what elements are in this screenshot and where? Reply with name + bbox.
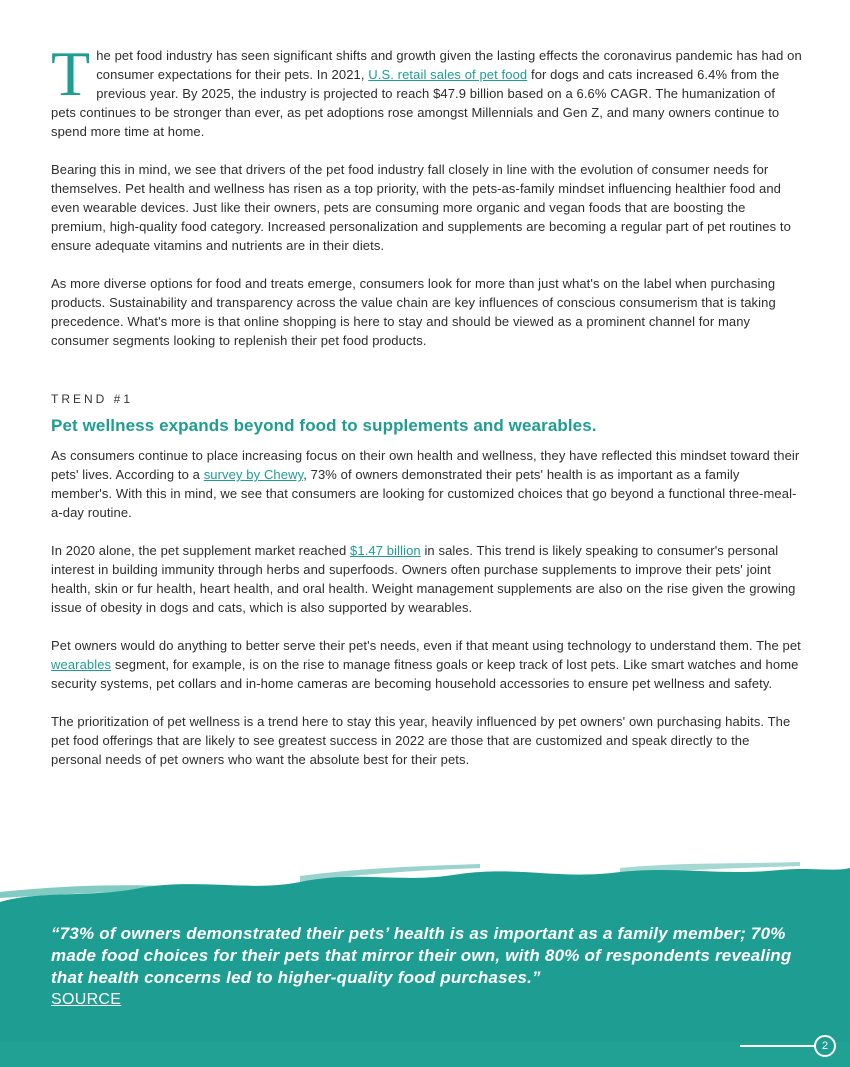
trend-label: TREND #1 xyxy=(51,392,134,406)
trend-paragraph-1 xyxy=(51,446,803,522)
intro-text-a: he pet food industry has seen significant shifts and growth given the lasting effects the coronavirus pandemic has had on consumer expectations for their pets. In 2021, xyxy=(96,48,802,82)
retail-sales-link[interactable]: U.S. retail sales of pet food xyxy=(368,67,528,82)
trend-p2-text-a: In 2020 alone, the pet supplement market reached xyxy=(51,543,351,558)
page-number-rule xyxy=(740,1045,814,1047)
intro-paragraph-2: Bearing this in mind, we see that drivers of the pet food industry fall closely in line with the evolution of consumer needs for themselves. Pet health and wellness has risen as a top priority, with the pets-as-family mindset influencing healthier food and even wearable devices. Just like their owners, pets are consuming more organic and vegan foods that are boosting the premium, high-quality food category. Increased personalization and supplements are becoming a regular part of pet routines to ensure adequate vitamins and nutrients are in their diets. xyxy=(51,162,791,253)
wearables-link[interactable]: wearables xyxy=(51,657,112,672)
intro-paragraph-3: As more diverse options for food and treats emerge, consumers look for more than just what's on the label when purchasing products. Sustainability and transparency across the value chain are key influences of conscious consumerism that is taking precedence. What's more is that online shopping is here to stay and should be viewed as a prominent channel for many consumer segments looking to replenish their pet food products. xyxy=(51,276,776,348)
page-number: 2 xyxy=(814,1035,836,1057)
trend-p1-text-a: As consumers continue to place increasing focus on their own health and wellness, they have reflected this mindset toward their pets' lives. According to a xyxy=(51,448,800,482)
drop-cap: T xyxy=(51,38,91,109)
trend-paragraph-2 xyxy=(51,541,803,617)
intro-paragraph-1 xyxy=(51,38,803,141)
article-body xyxy=(51,38,803,769)
trend-p2-text-b: in sales. This trend is likely speaking to consumer's personal interest in building immunity through herbs and superfoods. Owners often purchase supplements to improve their pets' joint health, skin or fur health, heart health, and oral health. Weight management supplements are also on the rise given the growing issue of obesity in dogs and cats, which is also supported by wearables. xyxy=(51,543,796,615)
trend-p1-text-b: , 73% of owners demonstrated their pets' health is as important as a family member's. With this in mind, we see that consumers are looking for customized choices that go beyond a functional three-meal-a-day routine. xyxy=(51,467,797,520)
source-link[interactable]: SOURCE xyxy=(51,991,122,1008)
callout-quote: “73% of owners demonstrated their pets’ health is as important as a family member; 70% made food choices for their pets that mirror their own, with 80% of respondents revealing that health concerns led to higher-quality food purchases.” xyxy=(51,924,792,987)
trend-paragraph-3 xyxy=(51,636,803,693)
trend-title: Pet wellness expands beyond food to supplements and wearables. xyxy=(51,416,597,435)
trend-p3-text-b: segment, for example, is on the rise to manage fitness goals or keep track of lost pets. Like smart watches and home security systems, pet collars and in-home cameras are becoming household accessories to ensure pet wellness and safety. xyxy=(51,657,799,691)
supplement-market-link[interactable]: $1.47 billion xyxy=(350,543,421,558)
trend-p3-text-a: Pet owners would do anything to better serve their pet's needs, even if that meant using technology to understand them. The pet xyxy=(51,638,801,653)
chewy-survey-link[interactable]: survey by Chewy xyxy=(203,467,304,482)
trend-paragraph-4: The prioritization of pet wellness is a trend here to stay this year, heavily influenced by pet owners' own purchasing habits. The pet food offerings that are likely to see greatest success in 2022 are those that are customized and speak directly to the personal needs of pet owners who want the absolute best for their pets. xyxy=(51,714,791,767)
intro-text-b: for dogs and cats increased 6.4% from the previous year. By 2025, the industry is projected to reach $47.9 billion based on a 6.6% CAGR. The humanization of pets continues to be stronger than ever, as pet adoptions rose amongst Millennials and Gen Z, and many owners continue to spend more time at home. xyxy=(51,67,780,139)
